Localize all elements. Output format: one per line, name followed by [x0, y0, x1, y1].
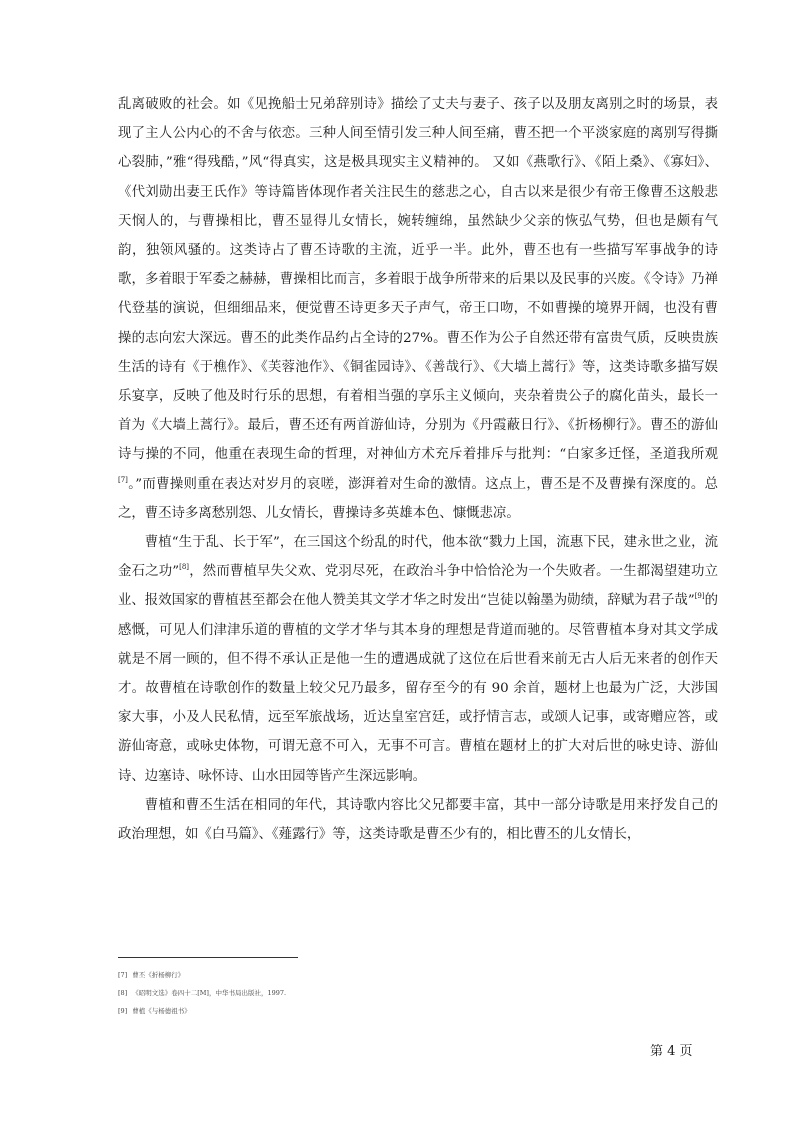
paragraph-1	[118, 90, 718, 528]
footnote-ref-9[interactable]: [9]	[694, 592, 705, 601]
footnote-text: 曹植《与杨德祖书》	[132, 1007, 191, 1015]
body-text	[118, 90, 718, 849]
footnote-text: 曹丕《折杨柳行》	[132, 971, 185, 979]
footnote-ref-7[interactable]: [7]	[118, 475, 128, 484]
footnote-9	[118, 1002, 718, 1020]
paragraph-text: ，然而曹植早失父欢、党羽尽死，在政治斗争中恰恰沦为一个失败者。一生都渴望建功立业、报效国家的曹植甚至都会在他人赞美其文学才华之时发出“岂徒以翰墨为勋绩，辞赋为君子哉”	[118, 564, 718, 609]
footnote-text: 《昭明文选》卷四十二[M]，中华书局出版社，1997.	[132, 989, 287, 997]
paragraph-3	[118, 791, 718, 849]
paragraph-text: 的感慨，可见人们津津乐道的曹植的文学才华与其本身的理想是背道而驰的。尽管曹植本身对其文学成就是不屑一顾的，但不得不承认正是他一生的遭遇成就了这位在后世看来前无古人后无来者的创作天才。故曹植在诗歌创作的数量上较父兄乃最多，留存至今的有 90 余首，题材上也最为广泛，大涉国家大事，小及人民私情，远至军旅战场，近达皇室宫廷，或抒情言志，或颂人记事，或寄赠应答，或游仙寄意，或咏史体物，可谓无意不可入，无事不可言。曹植在题材上的扩大对后世的咏史诗、游仙诗、边塞诗、咏怀诗、山水田园等皆产生深远影响。	[118, 593, 718, 784]
footnote-mark: [8]	[118, 989, 128, 997]
paragraph-text: 乱离破败的社会。如《见挽船士兄弟辞别诗》描绘了丈夫与妻子、孩子以及朋友离别之时的场景，表现了主人公内心的不舍与依恋。三种人间至情引发三种人间至痛，曹丕把一个平淡家庭的离别写得撕心裂肺，”雅“得残酷，”风“得真实，这是极具现实主义精神的。 又如《燕歌行》、《陌上桑》、《寡妇》、《代刘勋出妻王氏作》等诗篇皆体现作者关注民生的慈悲之心，自古以来是很少有帝王像曹丕这般悲天悯人的，与曹操相比，曹丕显得儿女情长，婉转缠绵，虽然缺少父亲的恢弘气势，但也是颇有气韵，独领风骚的。这类诗占了曹丕诗歌的主流，近乎一半。此外，曹丕也有一些描写军事战争的诗歌，多着眼于军委之赫赫，曹操相比而言，多着眼于战争所带来的后果以及民事的兴废。《令诗》乃禅代登基的演说，但细细品来，便觉曹丕诗更多天子声气，帝王口吻，不如曹操的境界开阔，也没有曹操的志向宏大深远。曹丕的此类作品约占全诗的27%。曹丕作为公子自然还带有富贵气质，反映贵族生活的诗有《于樵作》、《芙蓉池作》、《铜雀园诗》、《善哉行》、《大墙上蒿行》等，这类诗歌多描写娱乐宴享，反映了他及时行乐的思想，有着相当强的享乐主义倾向，夹杂着贵公子的腐化苗头，最长一首为《大墙上蒿行》。最后，曹丕还有两首游仙诗，分别为《丹霞蔽日行》、《折杨柳行》。曹丕的游仙诗与操的不同，他重在表现生命的哲理，对神仙方术充斥着排斥与批判：“白家多迁怪，圣道我所观	[118, 97, 718, 463]
footnote-divider	[118, 957, 298, 958]
footnote-mark: [9]	[118, 1007, 128, 1015]
footnote-mark: [7]	[118, 971, 128, 979]
footnote-ref-8[interactable]: [8]	[179, 563, 190, 572]
footnotes	[118, 966, 718, 1020]
footnote-8	[118, 984, 718, 1002]
paragraph-2	[118, 528, 718, 791]
paragraph-text: 曹植“生于乱、长于军”，在三国这个纷乱的时代，他本欲“戮力上国，流惠下民，建永世之业，流金石之功”	[118, 535, 718, 580]
footnote-7	[118, 966, 718, 984]
paragraph-text: 。”而曹操则重在表达对岁月的哀嗟，澎湃着对生命的激情。这点上，曹丕是不及曹操有深度的。总之，曹丕诗多离愁别怨、儿女情长，曹操诗多英雄本色、慷慨悲凉。	[118, 476, 718, 521]
page-number: 第 4 页	[650, 1044, 693, 1059]
paragraph-text: 曹植和曹丕生活在相同的年代，其诗歌内容比父兄都要丰富，其中一部分诗歌是用来抒发自己的政治理想，如《白马篇》、《薤露行》等，这类诗歌是曹丕少有的，相比曹丕的儿女情长，	[118, 797, 718, 843]
